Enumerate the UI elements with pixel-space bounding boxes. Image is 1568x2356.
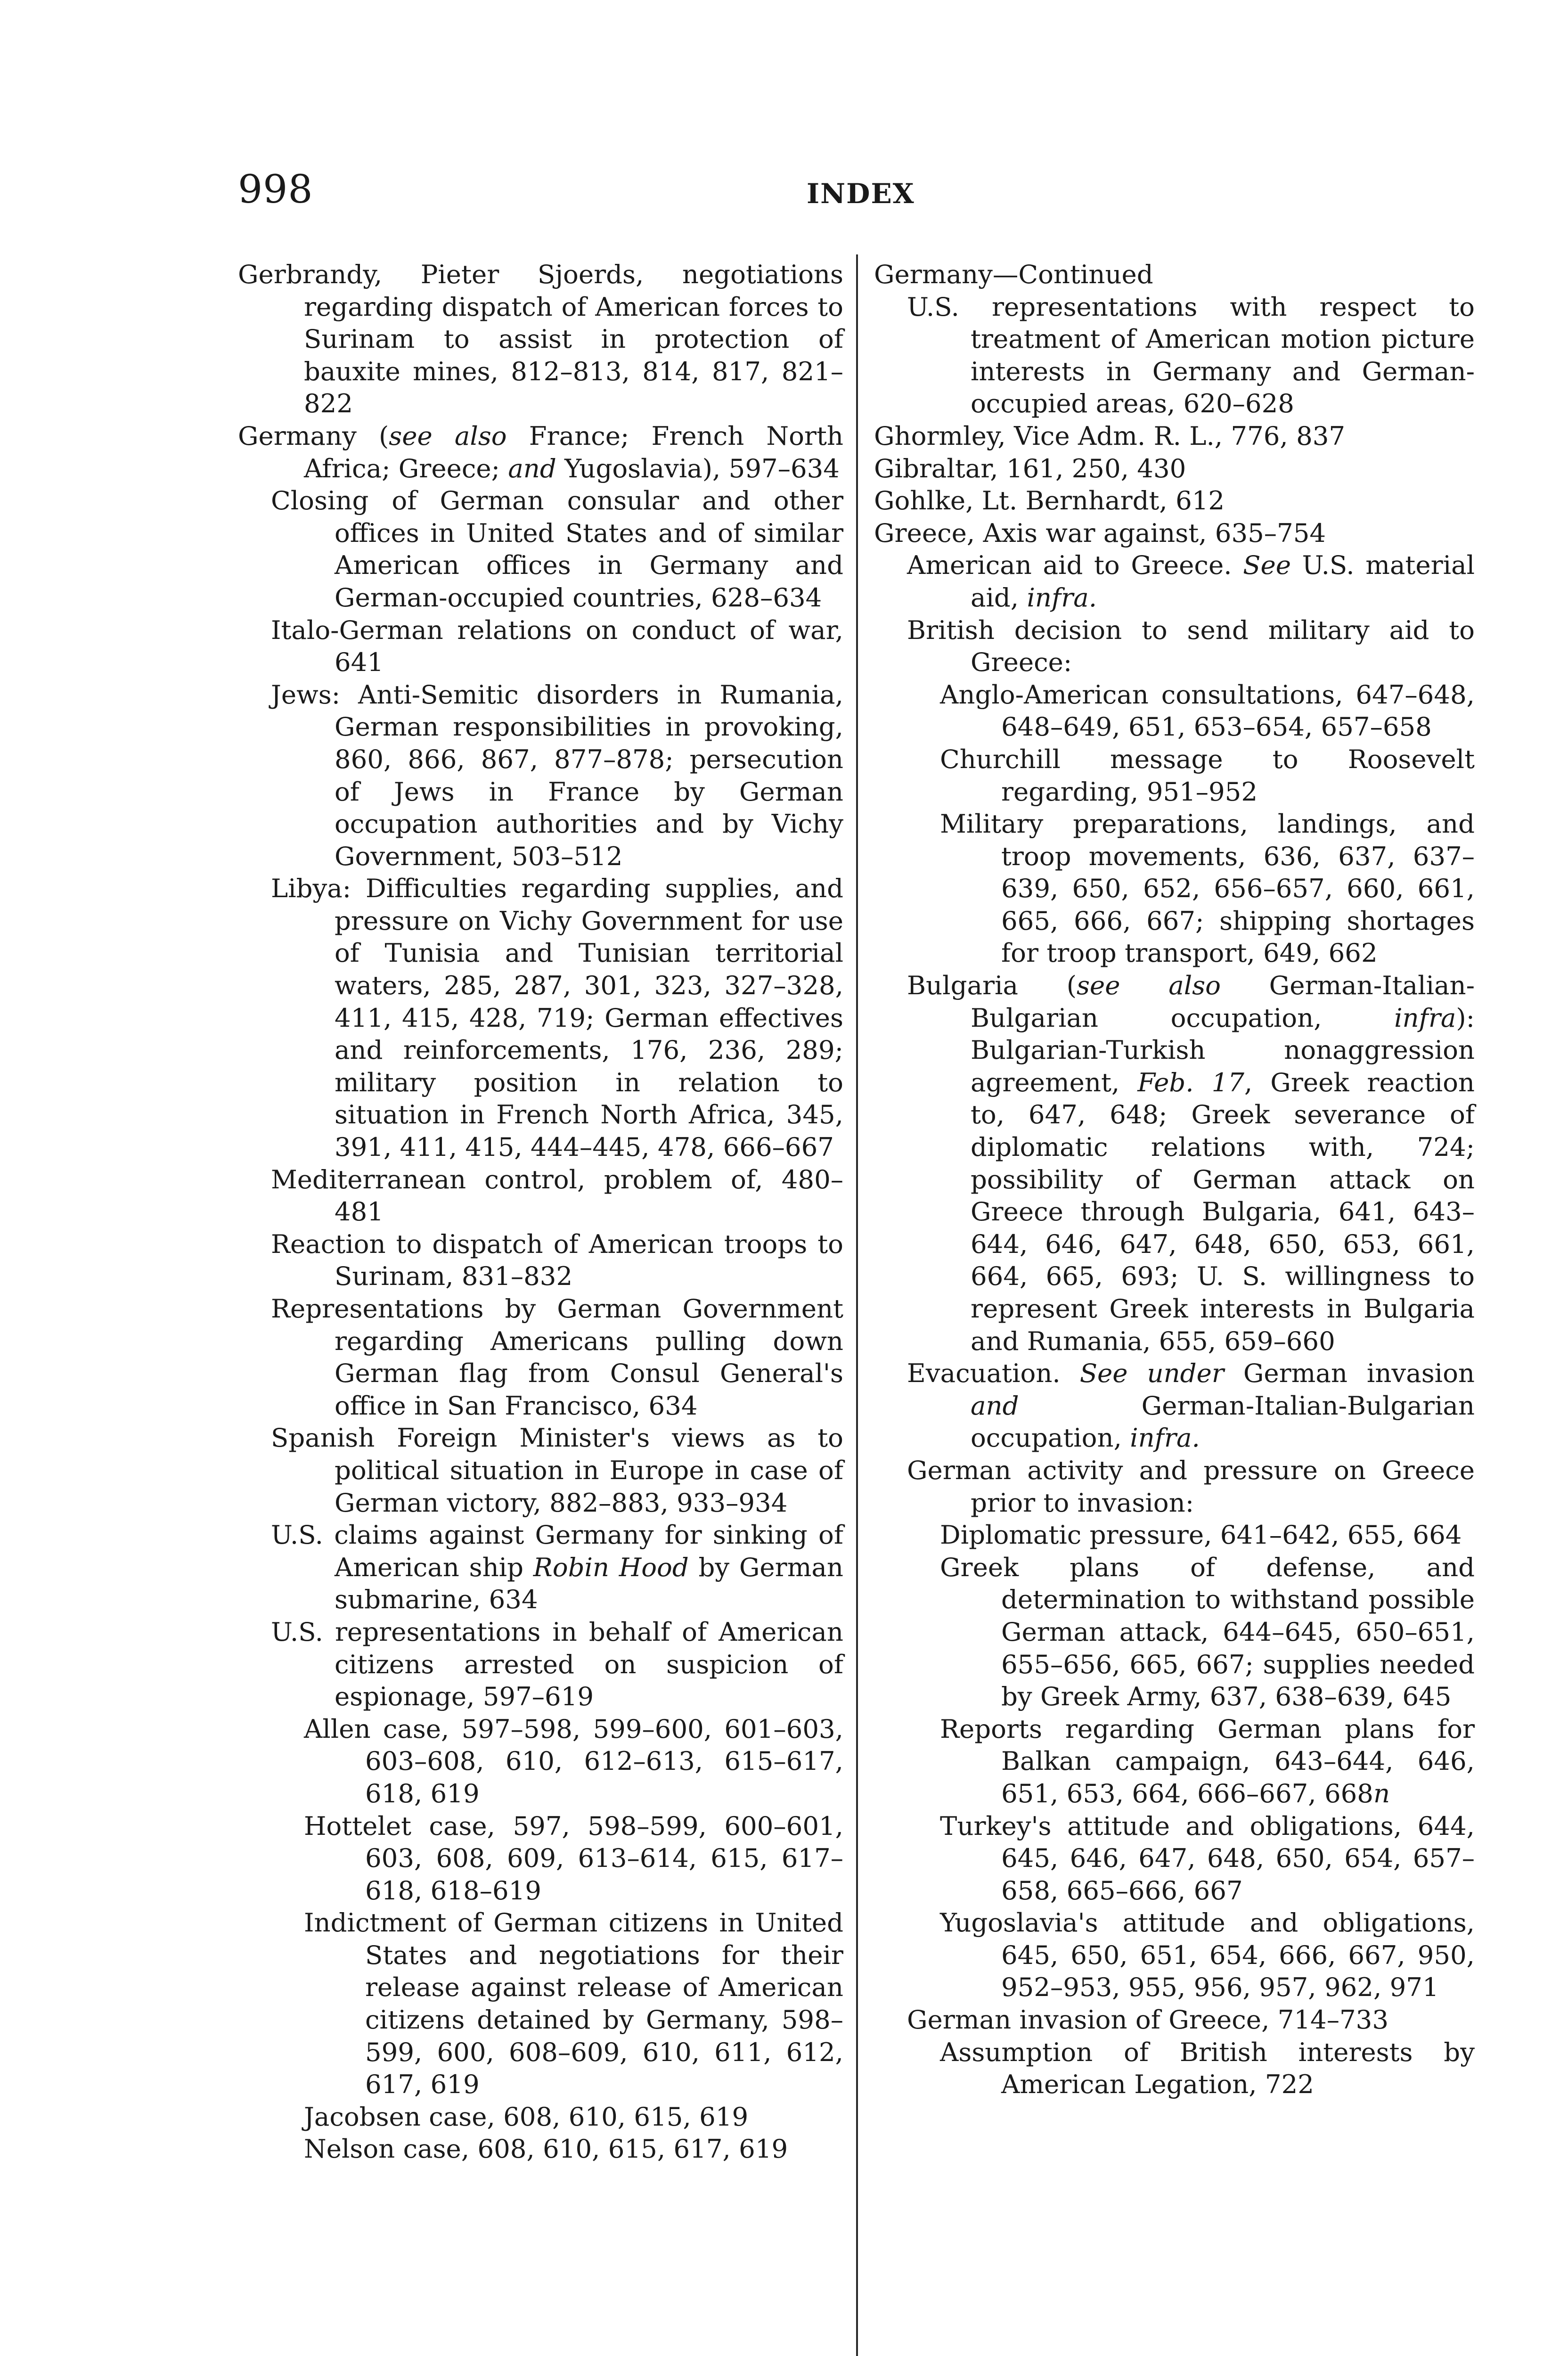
right-column-entry-level-2: Turkey's attitude and obligations, 644, 645, 646, 647, 648, 650, 654, 657–658, 665–666, 667 <box>940 1810 1475 1906</box>
right-column-entry-level-0: Germany—Continued <box>874 259 1153 289</box>
text-run: U.S. claims against Germany for sinking of American ship <box>271 1520 843 1582</box>
left-column-entry-level-1: Libya: Difficulties regarding supplies, and pressure on Vichy Government for use of Tunisia and Tunisian territorial waters, 285, 287, 301, 323, 327–328, 411, 415, 428, 719; German effectives and reinforcements, 176, 236, 289; military position in relation to situation in French North Africa, 345, 391, 411, 415, 444–445, 478, 666–667 <box>271 873 843 1162</box>
left-column-entry-level-2: Nelson case, 608, 610, 615, 617, 619 <box>304 2134 788 2164</box>
right-column-entry-level-2: Yugoslavia's attitude and obligations, 645, 650, 651, 654, 666, 667, 950, 952–953, 955, 956, 957, 962, 971 <box>940 1907 1475 2003</box>
column-divider-rule <box>856 254 858 2356</box>
right-column-entry-level-1: British decision to send military aid to Greece: <box>907 614 1475 678</box>
left-index-column <box>238 258 843 2165</box>
left-column-entry-level-1: Reaction to dispatch of American troops to Surinam, 831–832 <box>271 1228 843 1292</box>
left-column-entry-level-1: Spanish Foreign Minister's views as to political situation in Europe in case of German victory, 882–883, 933–934 <box>271 1423 843 1518</box>
right-column-entry-level-2: Assumption of British interests by American Legation, 722 <box>940 2037 1475 2100</box>
text-run: Germany ( <box>238 420 389 451</box>
right-column-entry-level-0: Ghormley, Vice Adm. R. L., 776, 837 <box>874 420 1346 451</box>
text-run: Yugoslavia), 597–634 <box>556 453 840 483</box>
text-run: , Greek reaction to, 647, 648; Greek severance of diplomatic relations with, 724; possibility of German attack on Greece through Bulgaria, 641, 643–644, 646, 647, 648, 650, 653, 661, 664, 665, 693; U. S. willingness to represent Greek interests in Bulgaria and Rumania, 655, 659–660 <box>971 1067 1475 1356</box>
left-column-entry-level-1 <box>238 1519 843 1616</box>
left-column-entry-level-1: Representations by German Government regarding Americans pulling down German flag from Consul General's office in San Francisco, 634 <box>271 1293 843 1421</box>
left-column-entry-level-1: U.S. representations in behalf of American citizens arrested on suspicion of espionage, 597–619 <box>271 1616 843 1712</box>
right-column-entry-level-2: Military preparations, landings, and troop movements, 636, 637, 637–639, 650, 652, 656–657, 660, 661, 665, 666, 667; shipping shortages for troop transport, 649, 662 <box>940 809 1475 968</box>
left-column-entry-level-1: Mediterranean control, problem of, 480–481 <box>271 1164 843 1227</box>
left-column-entry-level-2: Indictment of German citizens in United States and negotiations for their release against release of American citizens detained by Germany, 598–599, 600, 608–609, 610, 611, 612, 617, 619 <box>304 1907 843 2100</box>
left-column-entry-level-1: Closing of German consular and other offices in United States and of similar American offices in Germany and German-occupied countries, 628–634 <box>271 485 843 613</box>
italic-text-run: see also <box>389 420 507 451</box>
text-run: ): Bulgarian-Turkish nonaggression agreement, <box>971 1002 1475 1097</box>
right-column-entry-level-1: German activity and pressure on Greece prior to invasion: <box>907 1455 1475 1518</box>
italic-text-run: infra. <box>1027 582 1097 613</box>
left-column-entry-level-0: Gerbrandy, Pieter Sjoerds, negotiations regarding dispatch of American forces to Surinam to assist in protection of bauxite mines, 812–813, 814, 817, 821–822 <box>238 259 843 419</box>
italic-text-run: See <box>1243 550 1291 581</box>
right-column-entry-level-2 <box>874 1713 1475 1810</box>
right-column-entry-level-0: Gibraltar, 161, 250, 430 <box>874 453 1186 483</box>
text-run: American aid to Greece. <box>907 550 1243 581</box>
left-column-entry-level-1: Jews: Anti-Semitic disorders in Rumania, German responsibilities in provoking, 860, 866, 867, 877–878; persecution of Jews in France by German occupation authorities and by Vichy Government, 503–512 <box>271 679 843 871</box>
text-run: German-Italian-Bulgarian occupation, <box>971 970 1475 1033</box>
left-column-entry-level-2: Jacobsen case, 608, 610, 615, 619 <box>304 2101 749 2132</box>
right-column-entry-level-2: Anglo-American consultations, 647–648, 648–649, 651, 653–654, 657–658 <box>940 679 1475 742</box>
right-column-entry-level-1 <box>874 1357 1475 1454</box>
text-run: U.S. material aid, <box>971 550 1475 613</box>
italic-text-run: and <box>971 1390 1019 1421</box>
italic-text-run: infra. <box>1130 1423 1200 1453</box>
right-column-entry-level-2: Greek plans of defense, and determination to withstand possible German attack, 644–645, 650–651, 655–656, 665, 667; supplies needed by Greek Army, 637, 638–639, 645 <box>940 1552 1475 1712</box>
right-column-entry-level-0: Greece, Axis war against, 635–754 <box>874 517 1326 548</box>
right-column-entry-level-2: Diplomatic pressure, 641–642, 655, 664 <box>940 1520 1462 1550</box>
italic-text-run: n <box>1373 1778 1390 1808</box>
right-column-entry-level-2: Churchill message to Roosevelt regarding, 951–952 <box>940 744 1475 807</box>
text-run: by German submarine, 634 <box>335 1552 843 1615</box>
text-run: Bulgaria ( <box>907 970 1077 1001</box>
text-run: Reports regarding German plans for Balkan campaign, 643–644, 646, 651, 653, 664, 666–667, 668 <box>940 1713 1475 1808</box>
italic-text-run: and <box>508 453 556 483</box>
right-index-column <box>874 258 1475 2101</box>
text-run: France; French North Africa; Greece; <box>304 420 843 483</box>
italic-text-run: infra <box>1394 1002 1456 1033</box>
left-column-entry-level-2: Allen case, 597–598, 599–600, 601–603, 603–608, 610, 612–613, 615–617, 618, 619 <box>304 1713 843 1808</box>
left-column-entry-level-2: Hottelet case, 597, 598–599, 600–601, 603, 608, 609, 613–614, 615, 617–618, 618–619 <box>304 1810 843 1906</box>
italic-text-run: Robin Hood <box>533 1552 689 1582</box>
right-column-entry-level-1: U.S. representations with respect to treatment of American motion picture interests in Germany and German-occupied areas, 620–628 <box>907 291 1475 419</box>
page-number: 998 <box>238 167 313 212</box>
text-run: German-Italian-Bulgarian occupation, <box>971 1390 1475 1453</box>
right-column-entry-level-1: German invasion of Greece, 714–733 <box>907 2004 1389 2035</box>
italic-text-run: Feb. 17 <box>1137 1067 1244 1097</box>
right-column-entry-level-1 <box>874 549 1475 614</box>
text-run: Evacuation. <box>907 1358 1080 1389</box>
left-column-entry-level-0 <box>238 420 843 484</box>
italic-text-run: See under <box>1079 1358 1224 1389</box>
right-column-entry-level-1 <box>874 969 1475 1357</box>
left-column-entry-level-1: Italo-German relations on conduct of war, 641 <box>271 614 843 678</box>
italic-text-run: see also <box>1076 970 1221 1001</box>
running-head: INDEX <box>807 178 915 210</box>
right-column-entry-level-0: Gohlke, Lt. Bernhardt, 612 <box>874 485 1225 516</box>
text-run: German invasion <box>1224 1358 1475 1389</box>
